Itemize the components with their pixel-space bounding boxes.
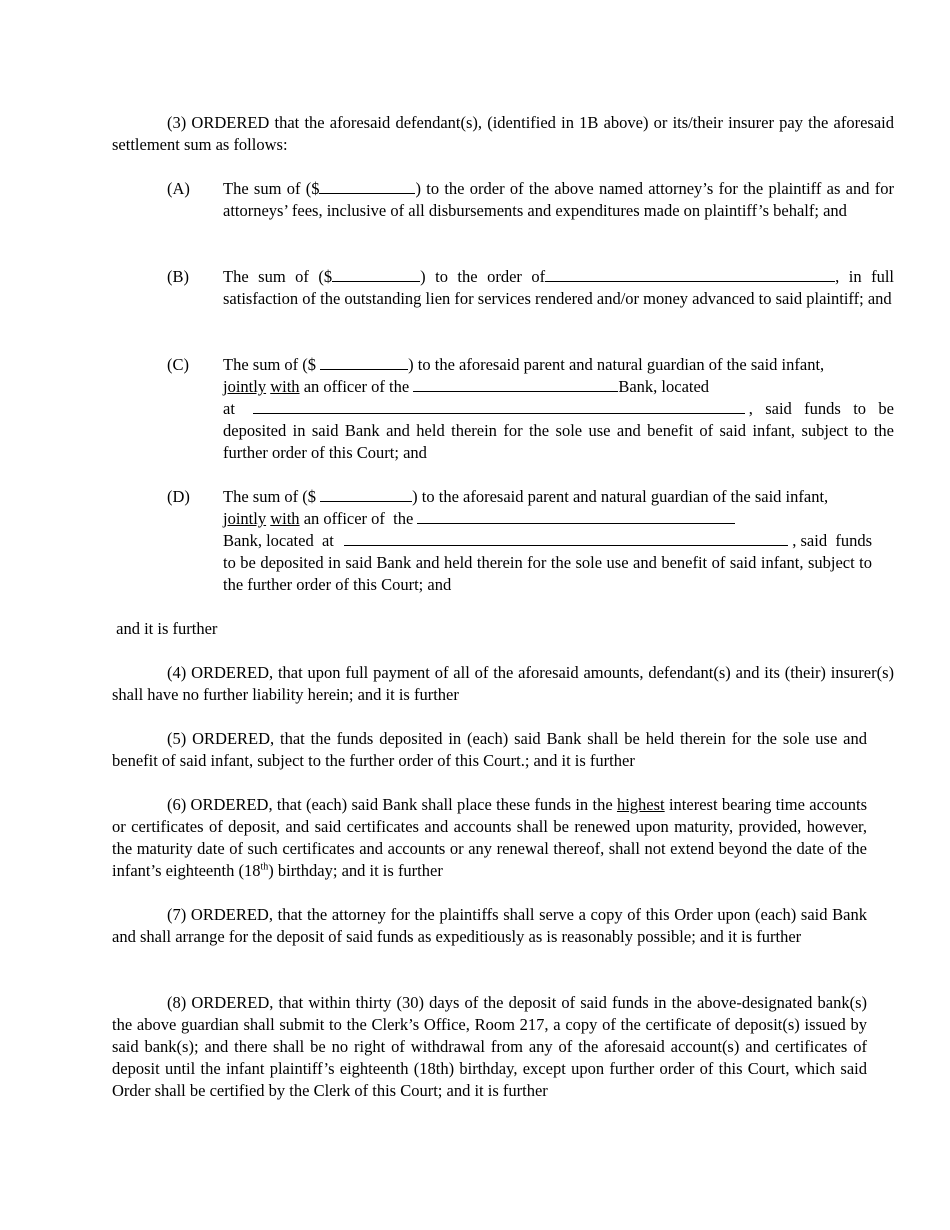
bank-name-blank [413,376,618,392]
item-b-body: The sum of ($ ) to the order of , in full satisfaction of the outstanding lien for services rendered and/or money advanced to said plaintiff; and [223,267,894,308]
and-it-is-further: and it is further [112,619,218,638]
paragraph-7: (7) ORDERED, that the attorney for the plaintiffs shall serve a copy of this Order upon (each) said Bank and shall arrange for the deposit of said funds as expeditiously as is reasonably possible; and it is further [112,905,867,946]
paragraph-3 [112,112,894,156]
paragraph-6: (6) ORDERED, that (each) said Bank shall place these funds in the highest interest bearing time accounts or certificates of deposit, and said certificates and accounts shall be renewed upon maturity, provided, however, the maturity date of such certificates and accounts or any renewal thereof, shall not extend beyond the date of the infant’s eighteenth (18th) birthday; and it is further [112,795,867,880]
item-b [167,266,894,310]
item-d-body: The sum of ($ ) to the aforesaid parent and natural guardian of the said infant, jointly with an officer of the Bank, located at , said funds to be deposited in said Bank and held therein for the sole use and benefit of said infant, subject to the further order of this Court; and [223,487,872,594]
paragraph-8: (8) ORDERED, that within thirty (30) days of the deposit of said funds in the above-designated bank(s) the above guardian shall submit to the Clerk’s Office, Room 217, a copy of the certificate of deposit(s) issued by said bank(s); and there shall be no right of withdrawal from any of the aforesaid account(s) and certificates of deposit until the infant plaintiff’s eighteenth (18th) birthday, except upon further order of this Court, which said Order shall be certified by the Clerk of this Court; and it is further [112,993,867,1100]
amount-blank [332,266,420,282]
item-a-label: (A) [167,179,190,198]
bank-location-blank [253,398,745,414]
amount-blank [320,354,408,370]
item-b-label: (B) [167,267,189,286]
payee-blank [545,266,835,282]
item-c [167,354,894,464]
item-a-body: The sum of ($ ) to the order of the above named attorney’s for the plaintiff as and for attorneys’ fees, inclusive of all disbursements and expenditures made on plaintiff’s behalf; and [223,179,894,220]
item-c-body: The sum of ($ ) to the aforesaid parent and natural guardian of the said infant, jointly with an officer of the Bank, located at , said funds to be deposited in said Bank and held therein for the sole use and benefit of said infant, subject to the further order of this Court; and [223,355,894,462]
item-a [167,178,894,222]
paragraph-4: (4) ORDERED, that upon full payment of all of the aforesaid amounts, defendant(s) and its (their) insurer(s) shall have no further liability herein; and it is further [112,663,894,704]
amount-blank [319,178,415,194]
bank-location-blank [344,530,788,546]
item-d [167,486,872,596]
amount-blank [320,486,412,502]
paragraph-5: (5) ORDERED, that the funds deposited in (each) said Bank shall be held therein for the sole use and benefit of said infant, subject to the further order of this Court.; and it is further [112,729,867,770]
paragraph-3-text: (3) ORDERED that the aforesaid defendant(s), (identified in 1B above) or its/their insurer pay the aforesaid settlement sum as follows: [112,113,894,154]
bank-name-blank [417,508,735,524]
item-c-label: (C) [167,355,189,374]
item-d-label: (D) [167,487,190,506]
